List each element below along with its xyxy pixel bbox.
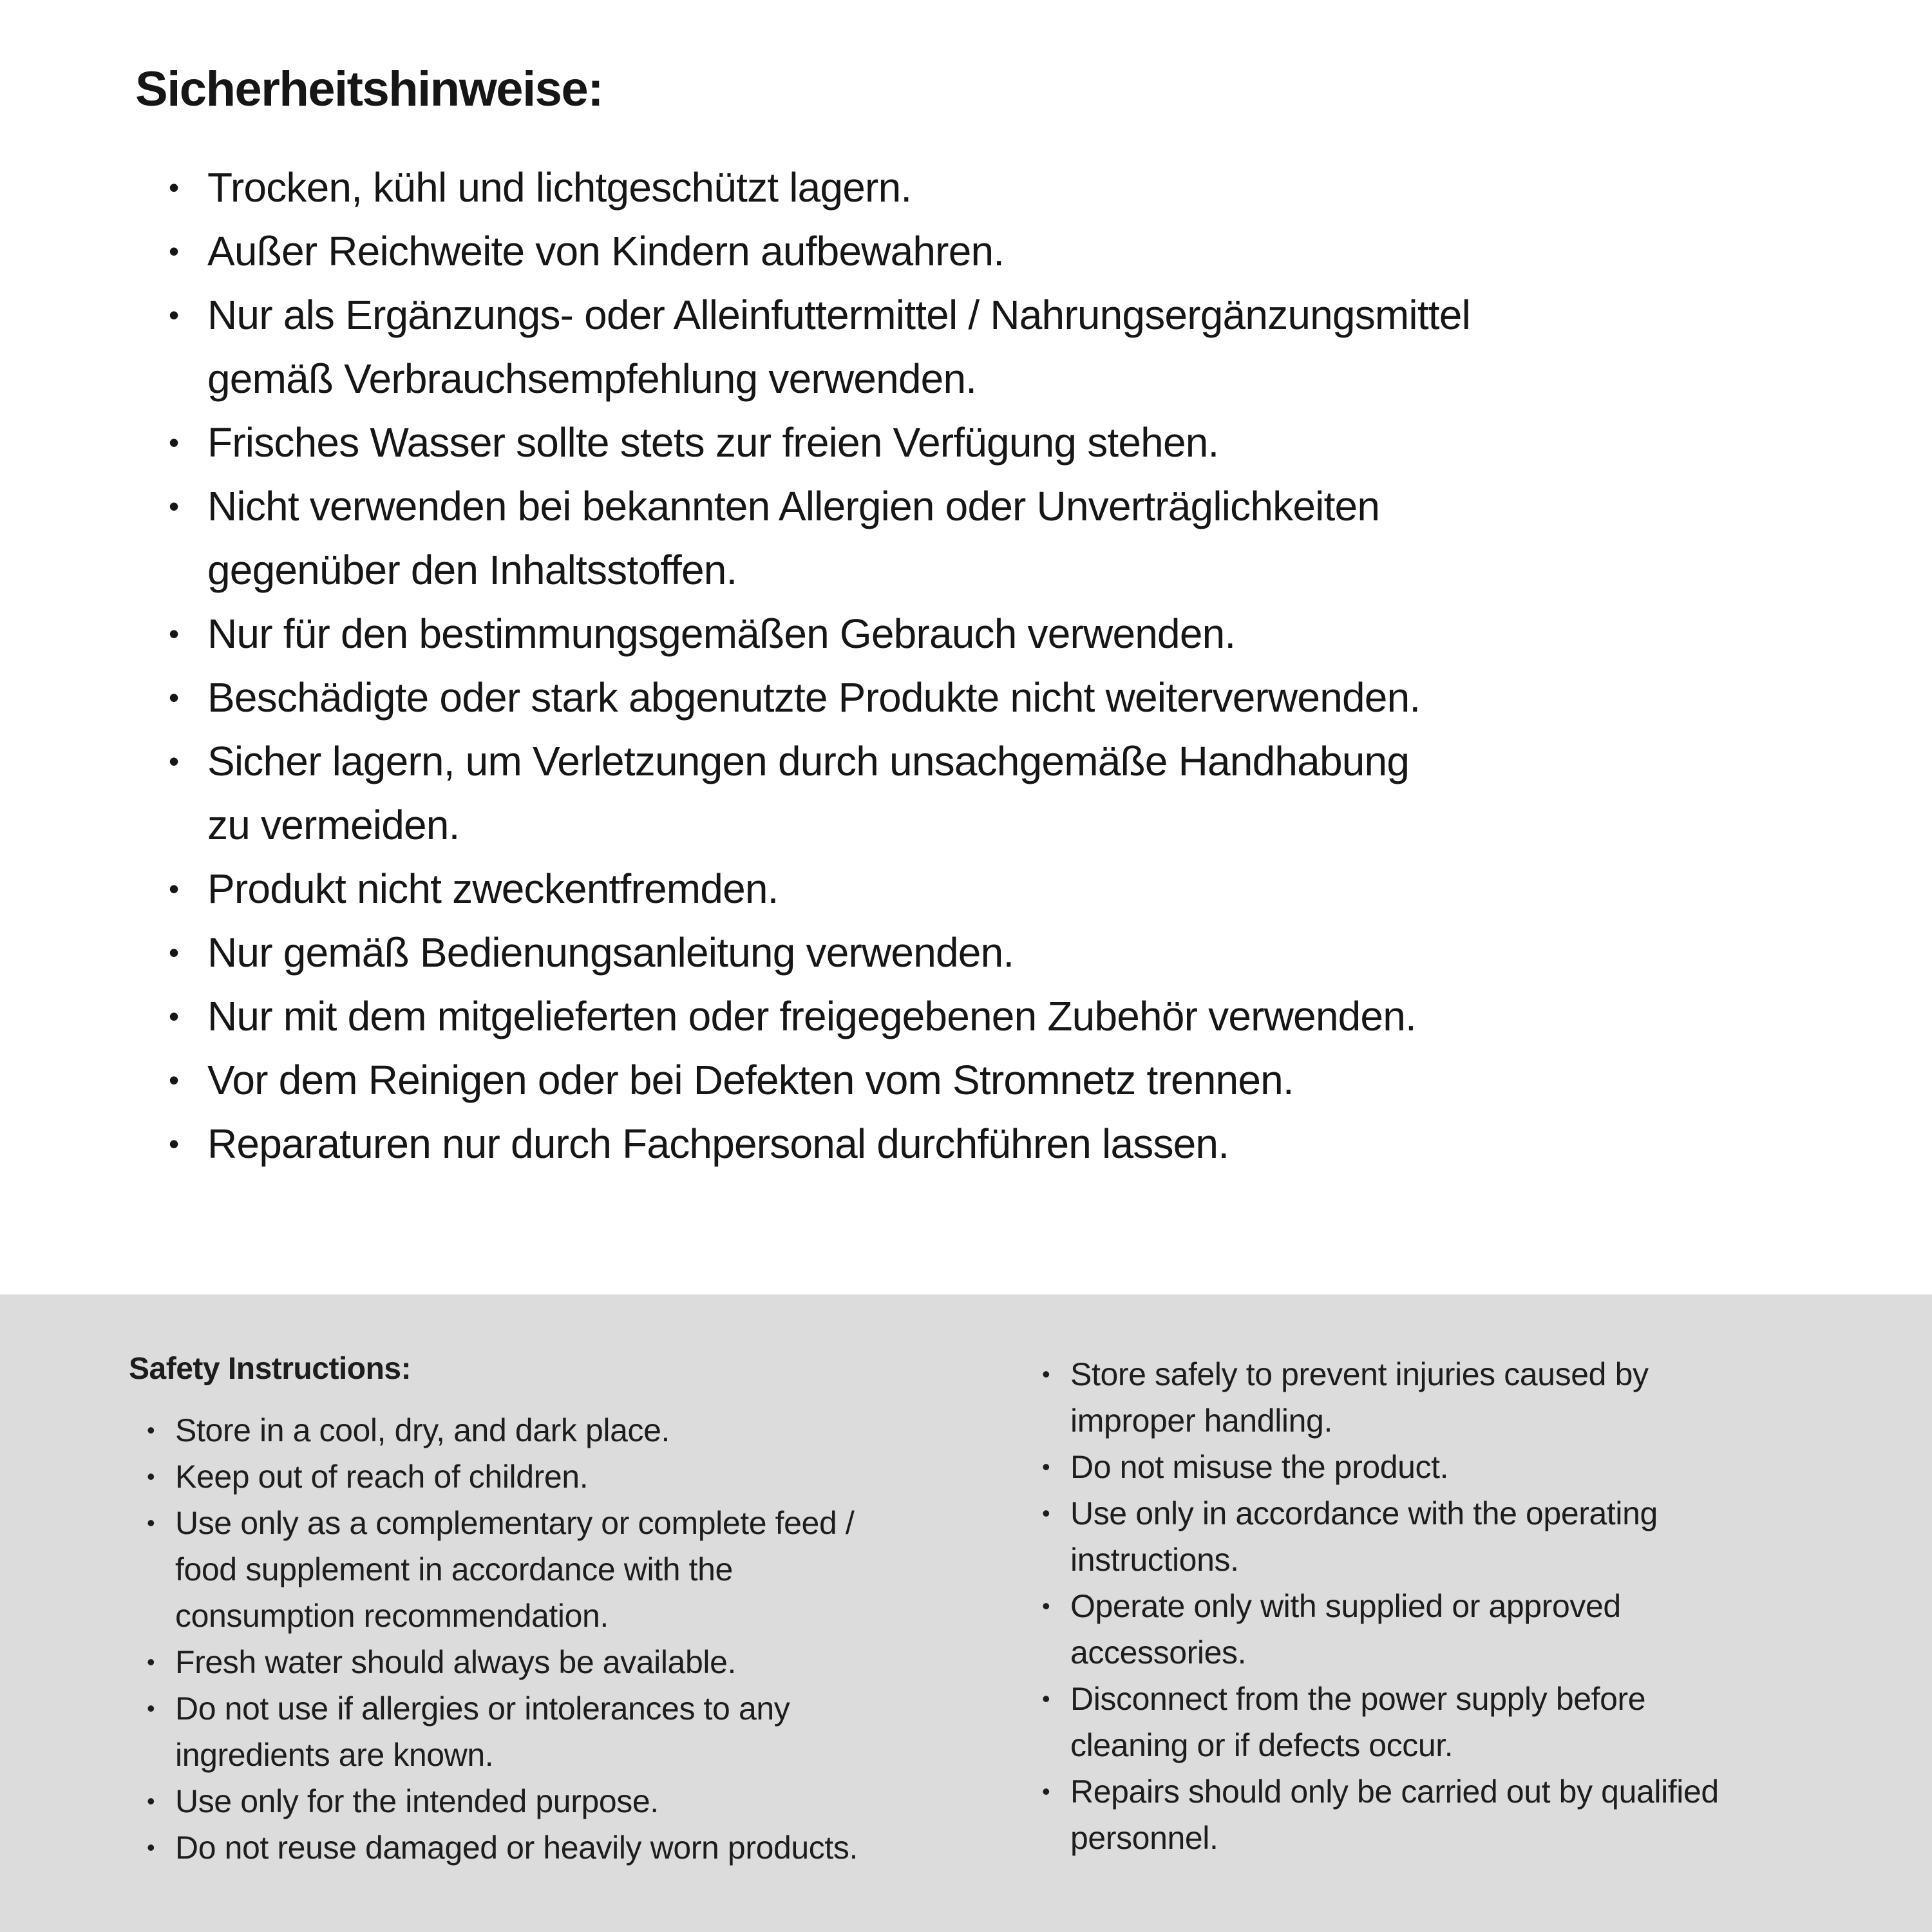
text-line: Do not misuse the product. bbox=[1070, 1449, 1449, 1485]
text-line: Beschädigte oder stark abgenutzte Produkte nicht weiterverwenden. bbox=[207, 674, 1421, 721]
list-item bbox=[1024, 1768, 1880, 1861]
bullet-icon: • bbox=[147, 1649, 155, 1675]
list-item bbox=[135, 156, 1874, 220]
list-item bbox=[135, 857, 1874, 921]
bullet-icon: • bbox=[147, 1834, 155, 1861]
list-item bbox=[1024, 1444, 1880, 1490]
list-item bbox=[1024, 1351, 1880, 1444]
list-item bbox=[135, 1112, 1874, 1176]
list-item bbox=[1024, 1490, 1880, 1583]
bullet-icon: • bbox=[147, 1788, 155, 1814]
list-item bbox=[135, 921, 1874, 985]
text-line: Nicht verwenden bei bekannten Allergien oder Unverträglichkeiten bbox=[207, 483, 1380, 529]
bullet-icon: • bbox=[1042, 1500, 1050, 1526]
text-line: Do not reuse damaged or heavily worn products. bbox=[175, 1830, 858, 1866]
text-line: improper handling. bbox=[1070, 1403, 1332, 1439]
bullet-icon: • bbox=[169, 744, 179, 778]
english-left-column bbox=[129, 1351, 1024, 1932]
list-item bbox=[129, 1685, 1024, 1778]
text-line: Store in a cool, dry, and dark place. bbox=[175, 1412, 670, 1448]
text-line: Repairs should only be carried out by qualified bbox=[1070, 1774, 1719, 1810]
text-line: ingredients are known. bbox=[175, 1737, 494, 1773]
bullet-icon: • bbox=[1042, 1778, 1050, 1804]
bullet-icon: • bbox=[147, 1510, 155, 1536]
english-left-list bbox=[129, 1407, 1024, 1871]
list-item bbox=[135, 985, 1874, 1048]
text-line: Vor dem Reinigen oder bei Defekten vom Stromnetz trennen. bbox=[207, 1057, 1294, 1103]
bullet-icon: • bbox=[169, 234, 179, 268]
german-heading: Sicherheitshinweise: bbox=[135, 62, 603, 117]
bullet-icon: • bbox=[169, 426, 179, 459]
text-line: Store safely to prevent injuries caused by bbox=[1070, 1356, 1649, 1392]
bullet-icon: • bbox=[169, 171, 179, 204]
list-item bbox=[129, 1454, 1024, 1500]
bullet-icon: • bbox=[169, 489, 179, 523]
english-heading: Safety Instructions: bbox=[129, 1352, 412, 1386]
list-item bbox=[135, 666, 1874, 730]
text-line: Produkt nicht zweckentfremden. bbox=[207, 866, 779, 912]
list-item bbox=[129, 1639, 1024, 1685]
text-line: accessories. bbox=[1070, 1634, 1247, 1671]
list-item bbox=[1024, 1583, 1880, 1676]
text-line: personnel. bbox=[1070, 1820, 1218, 1856]
list-item bbox=[129, 1500, 1024, 1639]
bullet-icon: • bbox=[169, 872, 179, 905]
english-section bbox=[0, 1294, 1932, 1932]
list-item bbox=[135, 475, 1874, 602]
text-line: gemäß Verbrauchsempfehlung verwenden. bbox=[207, 355, 977, 402]
text-line: Reparaturen nur durch Fachpersonal durchführen lassen. bbox=[207, 1121, 1229, 1167]
text-line: Use only as a complementary or complete feed / bbox=[175, 1505, 855, 1541]
text-line: Operate only with supplied or approved bbox=[1070, 1588, 1621, 1624]
bullet-icon: • bbox=[1042, 1685, 1050, 1712]
bullet-icon: • bbox=[169, 617, 179, 650]
text-line: Use only in accordance with the operating bbox=[1070, 1495, 1658, 1531]
list-item bbox=[135, 602, 1874, 666]
list-item bbox=[1024, 1676, 1880, 1768]
text-line: consumption recommendation. bbox=[175, 1598, 609, 1634]
text-line: Keep out of reach of children. bbox=[175, 1459, 589, 1495]
list-item bbox=[135, 1048, 1874, 1112]
bullet-icon: • bbox=[169, 936, 179, 969]
text-line: Nur gemäß Bedienungsanleitung verwenden. bbox=[207, 929, 1014, 976]
list-item bbox=[135, 730, 1874, 857]
list-item bbox=[129, 1407, 1024, 1454]
text-line: instructions. bbox=[1070, 1542, 1239, 1578]
german-section bbox=[135, 61, 1874, 1176]
bullet-icon: • bbox=[169, 999, 179, 1033]
text-line: Disconnect from the power supply before bbox=[1070, 1681, 1646, 1717]
text-line: Do not use if allergies or intolerances to any bbox=[175, 1690, 790, 1727]
english-right-column bbox=[1024, 1351, 1880, 1932]
text-line: Nur mit dem mitgelieferten oder freigegebenen Zubehör verwenden. bbox=[207, 993, 1416, 1039]
bullet-icon: • bbox=[169, 681, 179, 714]
bullet-icon: • bbox=[169, 298, 179, 332]
list-item bbox=[135, 411, 1874, 475]
text-line: Use only for the intended purpose. bbox=[175, 1783, 659, 1819]
german-safety-list bbox=[135, 156, 1874, 1176]
text-line: Nur für den bestimmungsgemäßen Gebrauch verwenden. bbox=[207, 611, 1236, 657]
list-item bbox=[135, 283, 1874, 411]
text-line: food supplement in accordance with the bbox=[175, 1551, 733, 1587]
text-line: Sicher lagern, um Verletzungen durch unsachgemäße Handhabung bbox=[207, 738, 1410, 784]
text-line: Außer Reichweite von Kindern aufbewahren. bbox=[207, 228, 1005, 274]
bullet-icon: • bbox=[1042, 1593, 1050, 1619]
bullet-icon: • bbox=[1042, 1361, 1050, 1387]
bullet-icon: • bbox=[147, 1463, 155, 1490]
text-line: Nur als Ergänzungs- oder Alleinfuttermittel / Nahrungsergänzungsmittel bbox=[207, 292, 1471, 338]
bullet-icon: • bbox=[1042, 1454, 1050, 1480]
text-line: Fresh water should always be available. bbox=[175, 1644, 736, 1680]
text-line: zu vermeiden. bbox=[207, 802, 460, 848]
text-line: Trocken, kühl und lichtgeschützt lagern. bbox=[207, 164, 912, 211]
english-right-list bbox=[1024, 1351, 1880, 1861]
text-line: gegenüber den Inhaltsstoffen. bbox=[207, 547, 737, 593]
list-item bbox=[135, 220, 1874, 283]
text-line: Frisches Wasser sollte stets zur freien Verfügung stehen. bbox=[207, 419, 1219, 466]
bullet-icon: • bbox=[169, 1063, 179, 1097]
bullet-icon: • bbox=[169, 1127, 179, 1160]
bullet-icon: • bbox=[147, 1695, 155, 1721]
bullet-icon: • bbox=[147, 1417, 155, 1443]
list-item bbox=[129, 1778, 1024, 1824]
text-line: cleaning or if defects occur. bbox=[1070, 1727, 1454, 1763]
list-item bbox=[129, 1824, 1024, 1871]
